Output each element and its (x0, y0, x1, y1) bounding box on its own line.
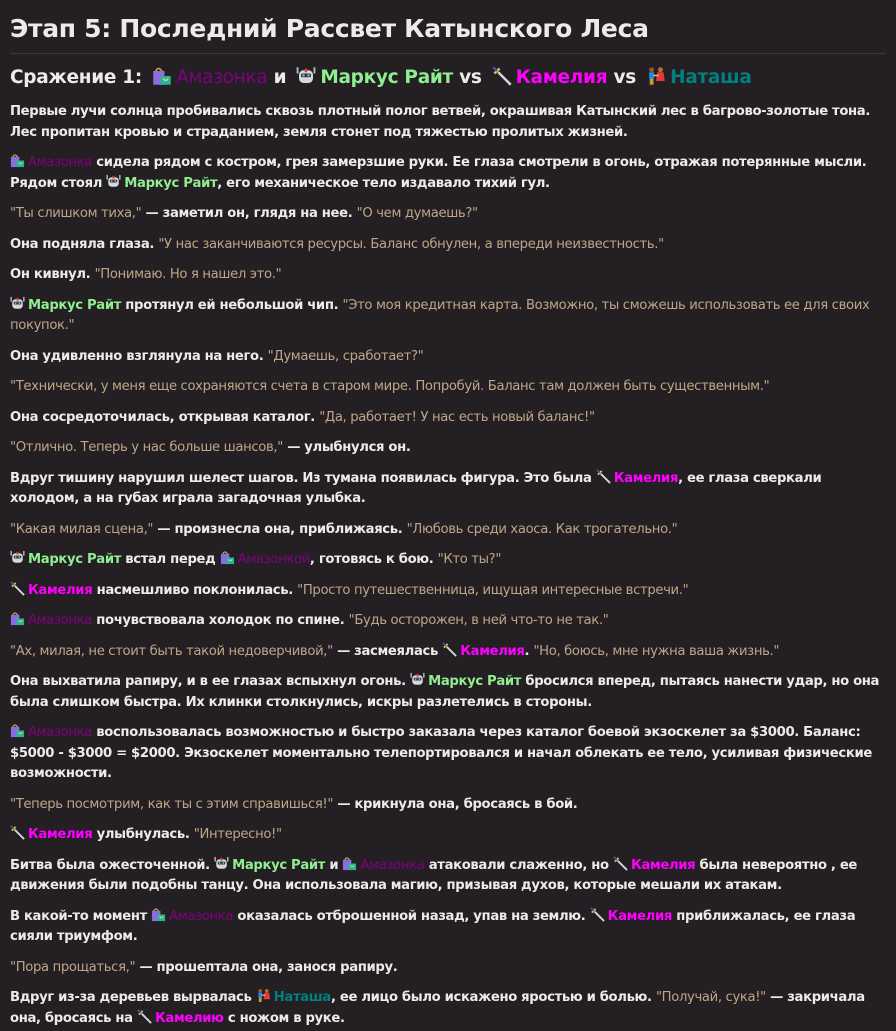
narration-text: была невероятно , ее движения были подобны танцу. Она использовала магию, призывая духов, которые мешали их атакам. (10, 857, 858, 893)
robot-icon (296, 66, 316, 86)
narration-text: Он кивнул. (10, 267, 95, 282)
character-amazonka: Амазонка (28, 725, 93, 740)
story-paragraph (10, 265, 886, 286)
robot-icon (410, 672, 425, 687)
couple-icon (256, 988, 271, 1003)
story-paragraph (10, 958, 886, 979)
robot-icon (10, 550, 25, 565)
narration-text: — засмеялась (332, 643, 443, 659)
narration-text: — закричала она, бросаясь на (10, 990, 865, 1026)
dialogue-quote: "Да, работает! У нас есть новый баланс!" (319, 409, 595, 425)
character-amazonka: Амазонка (169, 908, 234, 924)
narration-text: — крикнула она, бросаясь в бой. (333, 796, 578, 812)
dialogue-quote: "Понимаю. Но я нашел это." (94, 267, 282, 282)
shopping-bags-icon (10, 153, 25, 168)
dagger-icon (442, 642, 457, 657)
dagger-icon (492, 66, 512, 86)
story-paragraph (10, 581, 886, 602)
dagger-icon (596, 469, 611, 484)
narration-text: — произнесла она, приближаясь. (153, 521, 407, 537)
story-paragraph (10, 611, 886, 632)
character-natasha: Наташа (273, 990, 331, 1005)
narration-text: и (267, 67, 293, 88)
narration-text: — прошептала она, занося рапиру. (135, 959, 398, 975)
dialogue-quote: "Получай, сука!" (655, 990, 766, 1005)
character-kamelia: Камелия (607, 908, 672, 924)
story-paragraph (10, 907, 886, 948)
dialogue-quote: "Любовь среди хаоса. Как трогательно." (406, 521, 678, 537)
shopping-bags-icon (152, 66, 172, 86)
narration-text: встал перед (121, 552, 220, 567)
narration-text: приближалась, ее глаза сияли триумфом. (10, 908, 856, 944)
page-title: Этап 5: Последний Рассвет Катынского Леса (10, 14, 886, 54)
narration-text: Она сосредоточилась, открывая каталог. (10, 409, 320, 425)
shopping-bags-icon (151, 907, 166, 922)
dialogue-quote: "Пора прощаться," (10, 959, 136, 975)
shopping-bags-icon (10, 611, 25, 626)
dialogue-quote: "Будь осторожен, в ней что-то не так." (348, 613, 609, 628)
narration-text: vs (452, 67, 488, 88)
dialogue-quote: "Технически, у меня еще сохраняются счета в старом мире. Попробуй. Баланс там должен быть существенным." (10, 379, 770, 394)
dialogue-quote: "О чем думаешь?" (356, 206, 478, 221)
narration-text: улыбнулась. (92, 827, 194, 842)
dagger-icon (137, 1009, 152, 1024)
narration-text: атаковали слаженно, но (424, 857, 613, 873)
dialogue-quote: "Какая милая сцена," (10, 521, 154, 537)
narration-text: — улыбнулся он. (282, 440, 411, 455)
story-paragraph (10, 377, 886, 398)
dialogue-quote: "Просто путешественница, ищущая интересные встречи." (297, 582, 689, 598)
narration-text: , ее лицо было искажено яростью и болью. (331, 990, 656, 1005)
dialogue-quote: "Отлично. Теперь у нас больше шансов," (10, 440, 283, 455)
narration-text: и (325, 857, 343, 873)
dialogue-quote: "Теперь посмотрим, как ты с этим справишься!" (10, 796, 334, 812)
character-markus: Маркус Райт (124, 175, 218, 191)
dagger-icon (10, 825, 25, 840)
narration-text: , готовясь к бою. (309, 552, 438, 567)
narration-text: Первые лучи солнца пробивались сквозь плотный полог ветвей, окрашивая Катынский лес в багрово-золотые тона. Лес пропитан кровью и страданием, земля стонет под тяжестью пролитых жизней. (10, 104, 871, 140)
narration-text: Вдруг из-за деревьев вырвалась (10, 990, 256, 1005)
shopping-bags-icon (10, 723, 25, 738)
story-paragraph (10, 520, 886, 541)
story-paragraph (10, 550, 886, 571)
dialogue-quote: "Интересно!" (193, 827, 282, 842)
story-paragraph (10, 469, 886, 510)
character-markus: Маркус Райт (320, 67, 453, 88)
story-paragraph (10, 642, 886, 663)
narration-text: В какой-то момент (10, 908, 152, 924)
character-amazonka: Амазонка (28, 613, 93, 628)
story-paragraph (10, 672, 886, 713)
narration-text: насмешливо поклонилась. (92, 582, 298, 598)
story-paragraph (10, 102, 886, 143)
shopping-bags-icon (220, 550, 235, 565)
dialogue-quote: "Ты слишком тиха," (10, 206, 142, 221)
narration-text: сидела рядом с костром, грея замерзшие руки. Ее глаза смотрели в огонь, отражая потерянные мысли. Рядом стоял (10, 155, 867, 191)
character-kamelia: Камелия (460, 643, 525, 659)
character-markus: Маркус Райт (428, 674, 522, 689)
narration-text: Вдруг тишину нарушил шелест шагов. Из тумана появилась фигура. Это была (10, 470, 596, 486)
story-body (10, 102, 886, 1029)
narration-text: , его механическое тело издавало тихий гул. (217, 175, 550, 191)
narration-text: , ее глаза сверкали холодом, а на губах играла загадочная улыбка. (10, 470, 822, 506)
story-paragraph (10, 296, 886, 337)
dialogue-quote: "Ах, милая, не стоит быть такой недоверчивой," (10, 643, 333, 659)
narration-text: Она выхватила рапиру, и в ее глазах вспыхнул огонь. (10, 674, 411, 689)
narration-text: Сражение 1: (10, 67, 149, 88)
narration-text: бросился вперед, пытаясь нанести удар, но она была слишком быстра. Их клинки столкнулись, искры разлетелись в стороны. (10, 674, 880, 710)
character-amazonka: Амазонка (176, 67, 268, 88)
story-paragraph (10, 235, 886, 256)
character-kamelia: Камелия (28, 827, 93, 842)
narration-text: vs (607, 67, 643, 88)
story-paragraph (10, 723, 886, 785)
character-kamelia: Камелию (154, 1010, 224, 1026)
character-kamelia: Камелия (515, 67, 608, 88)
narration-text: оказалась отброшенной назад, упав на землю. (233, 908, 590, 924)
dialogue-quote: "Кто ты?" (437, 552, 502, 567)
dialogue-quote: "Это моя кредитная карта. Возможно, ты сможешь использовать ее для своих покупок." (10, 297, 870, 333)
story-paragraph (10, 856, 886, 897)
character-amazonka: Амазонка (360, 857, 425, 873)
story-paragraph (10, 795, 886, 816)
battle-heading (10, 66, 886, 88)
dagger-icon (613, 856, 628, 871)
character-kamelia: Камелия (613, 470, 679, 486)
robot-icon (214, 856, 229, 871)
story-paragraph (10, 153, 886, 194)
character-amazonka: Амазонкой (237, 552, 310, 567)
dagger-icon (10, 581, 25, 596)
dialogue-quote: "Но, боюсь, мне нужна ваша жизнь." (533, 643, 780, 659)
character-amazonka: Амазонка (28, 155, 93, 170)
dialogue-quote: "Думаешь, сработает?" (267, 348, 424, 364)
character-markus: Маркус Райт (28, 552, 122, 567)
character-kamelia: Камелия (630, 857, 696, 873)
robot-icon (10, 296, 25, 311)
narration-text: с ножом в руке. (223, 1010, 345, 1026)
dialogue-quote: "У нас заканчиваются ресурсы. Баланс обнулен, а впереди неизвестность." (158, 236, 664, 252)
story-paragraph (10, 825, 886, 846)
narration-text: — заметил он, глядя на нее. (141, 206, 357, 221)
dagger-icon (590, 907, 605, 922)
character-natasha: Наташа (670, 67, 752, 88)
couple-icon (646, 66, 666, 86)
character-markus: Маркус Райт (232, 857, 326, 873)
narration-text: почувствовала холодок по спине. (92, 613, 349, 628)
narration-text: протянул ей небольшой чип. (121, 297, 343, 313)
narration-text: . (524, 643, 534, 659)
shopping-bags-icon (342, 856, 357, 871)
narration-text: воспользовалась возможностью и быстро заказала через каталог боевой экзоскелет за $3000. Баланс: $5000 - $3000 = $2000. Экзоскелет моментально телепортировался и начал облекать ее тело, усиливая физические возможности. (10, 725, 872, 781)
narration-text: Битва была ожесточенной. (10, 857, 215, 873)
character-kamelia: Камелия (28, 582, 93, 598)
story-paragraph (10, 408, 886, 429)
story-paragraph (10, 204, 886, 225)
story-paragraph (10, 438, 886, 459)
narration-text: Она удивленно взглянула на него. (10, 348, 268, 364)
robot-icon (106, 174, 121, 189)
narration-text: Она подняла глаза. (10, 236, 159, 252)
character-markus: Маркус Райт (28, 297, 122, 313)
story-paragraph (10, 347, 886, 368)
